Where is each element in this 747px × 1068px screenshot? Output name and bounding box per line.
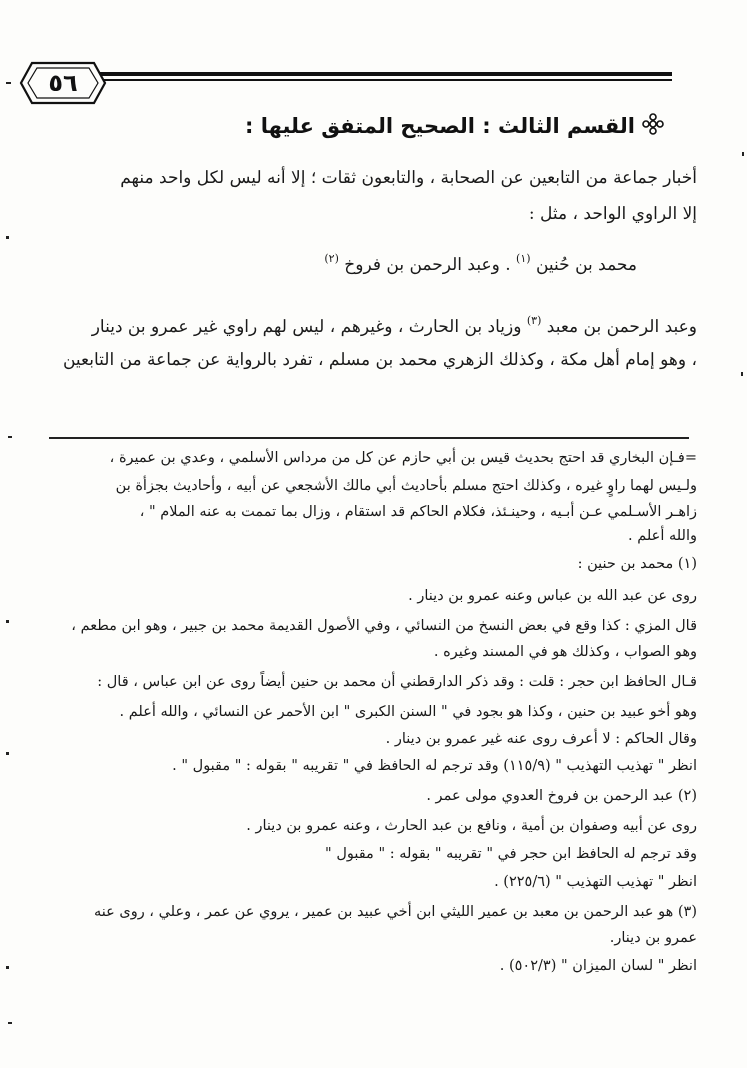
body-line-2: إلا الراوي الواحد ، مثل : — [528, 204, 697, 224]
scan-mark — [6, 752, 9, 755]
scan-mark — [8, 1022, 12, 1024]
body-line-3 — [324, 252, 637, 275]
footnote-line: روى عن أبيه وصفوان بن أمية ، ونافع بن عبد الحارث ، وعنه عمرو بن دينار . — [246, 818, 697, 834]
footnote-line: عمرو بن دينار. — [609, 930, 697, 946]
footnote-ref: (٣) — [526, 314, 542, 327]
footnote-line: ولـيس لهما راوٍ غيره ، وكذلك احتج مسلم بأحاديث أبي مالك الأشجعي عن أبيه ، وأحاديث بجزأة بن — [115, 478, 697, 494]
footnote-line: =فـإن البخاري قد احتج بحديث قيس بن أبي حازم عن كل من مرداس الأسلمي ، وعدي بن عميرة ، — [109, 450, 697, 466]
section-heading: القسم الثالث : الصحيح المتفق عليها : — [245, 114, 635, 138]
header-rule — [96, 72, 672, 76]
body-text: وزياد بن الحارث ، وغيرهم ، ليس لهم راوي غير عمرو بن دينار — [91, 317, 522, 337]
footnote-line: وهو الصواب ، وكذلك هو في المسند وغيره . — [433, 644, 697, 660]
body-line-4 — [92, 314, 697, 337]
footnote-heading: (٢) عبد الرحمن بن فروخ العدوي مولى عمر . — [426, 788, 697, 804]
flower-ornament-icon — [641, 112, 665, 136]
footnote-line: انظر " تهذيب التهذيب " (١١٥/٩) وقد ترجم له الحافظ في " تقريبه " بقوله : " مقبول " . — [172, 758, 697, 774]
narrator-name: محمد بن حُنين — [535, 255, 637, 275]
footnote-heading: (٣) هو عبد الرحمن بن معبد بن عمير الليثي ابن أخي عبيد بن عمير ، يروي عن عمر ، وعلي ، روى عنه — [93, 904, 697, 920]
footnote-line: قال المزي : كذا وقع في بعض النسخ من النسائي ، وفي الأصول القديمة محمد بن جبير ، وهو ابن مطعم ، — [71, 618, 697, 634]
scan-mark — [741, 372, 743, 376]
footnote-separator — [49, 437, 689, 439]
footnote-line: والله أعلم . — [628, 528, 697, 544]
footnote-line: روى عن عبد الله بن عباس وعنه عمرو بن دينار . — [408, 588, 697, 604]
scan-mark — [6, 82, 11, 84]
page-number: ٥٦ — [48, 69, 78, 97]
footnote-ref: (٢) — [324, 252, 339, 265]
footnote-ref: (١) — [516, 252, 531, 265]
footnote-line: وقد ترجم له الحافظ ابن حجر في " تقريبه " بقوله : " مقبول " — [325, 846, 697, 862]
footnote-line: انظر " تهذيب التهذيب " (٢٢٥/٦) . — [494, 874, 697, 890]
narrator-name: وعبد الرحمن بن معبد — [546, 317, 697, 337]
header-rule-thin — [96, 79, 672, 81]
footnote-heading: (١) محمد بن حنين : — [577, 556, 697, 572]
footnote-line: وهو أخو عبيد بن حنين ، وكذا هو بجود في " السنن الكبرى " ابن الأحمر عن النسائي ، والله أعلم . — [119, 704, 697, 720]
footnote-line: وقال الحاكم : لا أعرف روى عنه غير عمرو بن دينار . — [385, 731, 697, 747]
narrator-name: . وعبد الرحمن بن فروخ — [344, 255, 511, 275]
body-line-1: أخبار جماعة من التابعين عن الصحابة ، والتابعون ثقات ؛ إلا أنه ليس لكل واحد منهم — [120, 168, 697, 188]
scan-mark — [742, 152, 744, 156]
footnote-line: قـال الحافظ ابن حجر : قلت : وقد ذكر الدارقطني أن محمد بن حنين أيضاً روى عن ابن عباس ، قال : — [97, 674, 697, 690]
footnote-line: انظر " لسان الميزان " (٥٠٢/٣) . — [499, 958, 697, 974]
body-line-5: ، وهو إمام أهل مكة ، وكذلك الزهري محمد بن مسلم ، تفرد بالرواية عن جماعة من التابعين — [62, 350, 697, 370]
scan-mark — [6, 966, 9, 969]
scan-mark — [6, 236, 9, 239]
scan-mark — [8, 436, 12, 438]
scan-mark — [6, 620, 9, 623]
footnote-line: زاهـر الأسـلمي عـن أبـيه ، وحينـئذ، فكلام الحاكم قد استقام ، وزال بما تممت به عنه الملام " ، — [139, 504, 697, 520]
